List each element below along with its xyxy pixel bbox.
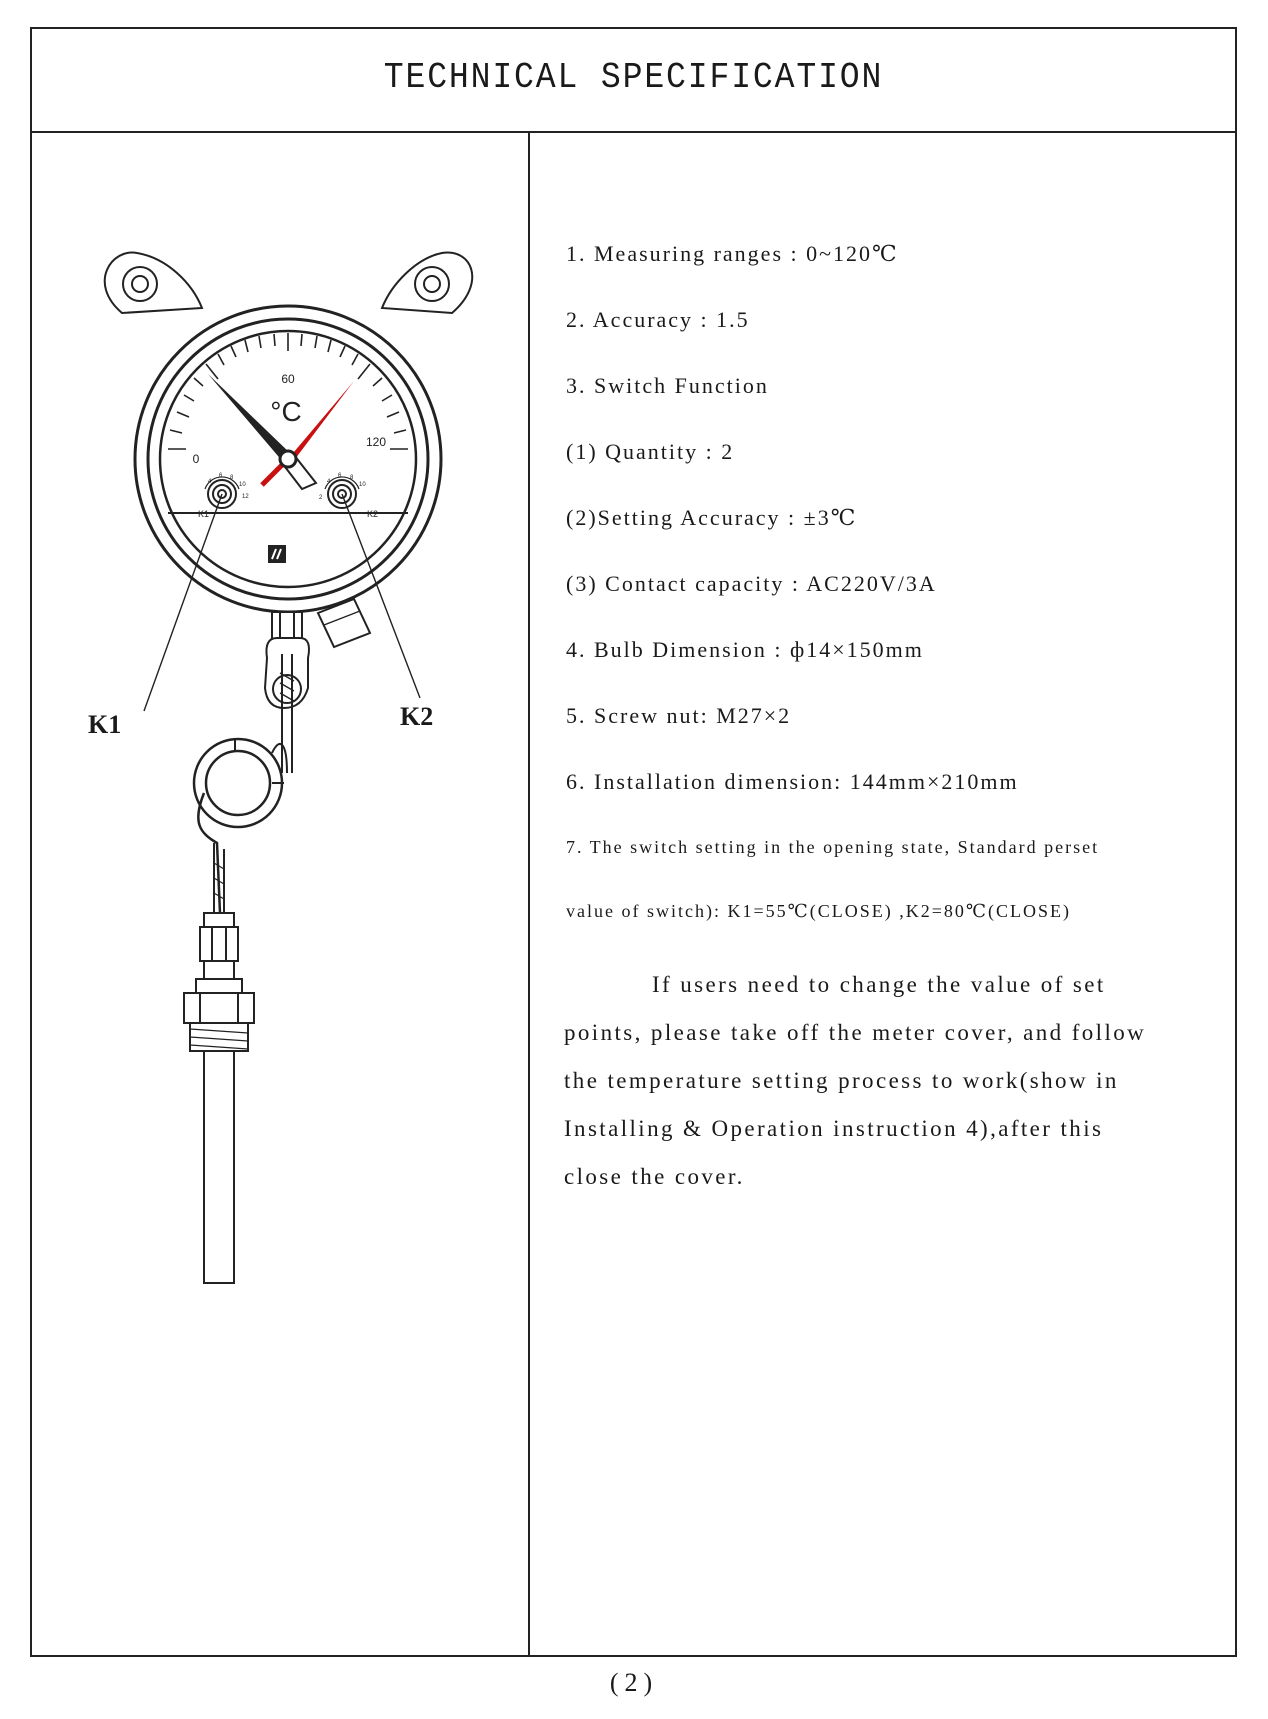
switch2-scale-8: 8 <box>350 475 354 481</box>
spec-switch-preset-values: value of switch): K1=55℃(CLOSE) ,K2=80℃(CLOSE) <box>566 901 1072 921</box>
spec-installation-dimension: 6. Installation dimension: 144mm×210mm <box>566 769 1019 794</box>
spec-switch-function: 3. Switch Function <box>566 373 769 398</box>
note-line: the temperature setting process to work(show in <box>564 1068 1119 1093</box>
spec-screw-nut: 5. Screw nut: M27×2 <box>566 703 792 728</box>
spec-contact-capacity: (3) Contact capacity : AC220V/3A <box>566 571 937 596</box>
note-line: points, please take off the meter cover, and follow <box>564 1020 1147 1045</box>
note-line: If users need to change the value of set <box>652 972 1106 997</box>
scale-label-60: 60 <box>281 372 295 386</box>
thermometer-drawing <box>32 133 528 1657</box>
specification-pane <box>530 133 1237 1657</box>
switch1-scale-6: 6 <box>219 473 223 479</box>
spec-bulb-dimension: 4. Bulb Dimension : ф14×150mm <box>566 637 924 662</box>
page-frame <box>30 27 1237 1657</box>
spec-switch-setting: 7. The switch setting in the opening state, Standard perset <box>566 837 1100 857</box>
switch1-scale-12: 12 <box>242 494 249 500</box>
title-band <box>32 29 1235 133</box>
note-line: close the cover. <box>564 1164 745 1189</box>
callout-k1: K1 <box>88 710 122 739</box>
thermometer-illustration-pane <box>32 133 528 1657</box>
spec-setting-accuracy: (2)Setting Accuracy : ±3℃ <box>566 505 858 530</box>
switch2-scale-10: 10 <box>359 482 366 488</box>
callout-k2: K2 <box>400 702 434 731</box>
page-number: (2) <box>609 1668 659 1697</box>
switch1-scale-10: 10 <box>239 482 246 488</box>
switch2-scale-4: 4 <box>327 479 331 485</box>
note-line: Installing & Operation instruction 4),after this <box>564 1116 1104 1141</box>
brand-logo <box>268 545 286 563</box>
switch1-scale-8: 8 <box>230 475 234 481</box>
unit-label: °C <box>270 396 302 427</box>
pointer-hub <box>280 451 296 467</box>
page-title: TECHNICAL SPECIFICATION <box>383 57 884 98</box>
spec-measuring-range: 1. Measuring ranges : 0~120℃ <box>566 241 899 266</box>
switch1-scale-4: 4 <box>208 479 212 485</box>
switch1-tag: K1 <box>198 509 210 519</box>
scale-label-0: 0 <box>192 452 200 466</box>
switch2-scale-6: 6 <box>338 473 342 479</box>
instruction-note <box>564 961 1164 1201</box>
switch2-scale-2: 2 <box>319 495 323 501</box>
spec-quantity: (1) Quantity : 2 <box>566 439 735 464</box>
switch2-tag: K2 <box>367 509 379 519</box>
spec-accuracy: 2. Accuracy : 1.5 <box>566 307 750 332</box>
scale-label-120: 120 <box>365 435 387 449</box>
